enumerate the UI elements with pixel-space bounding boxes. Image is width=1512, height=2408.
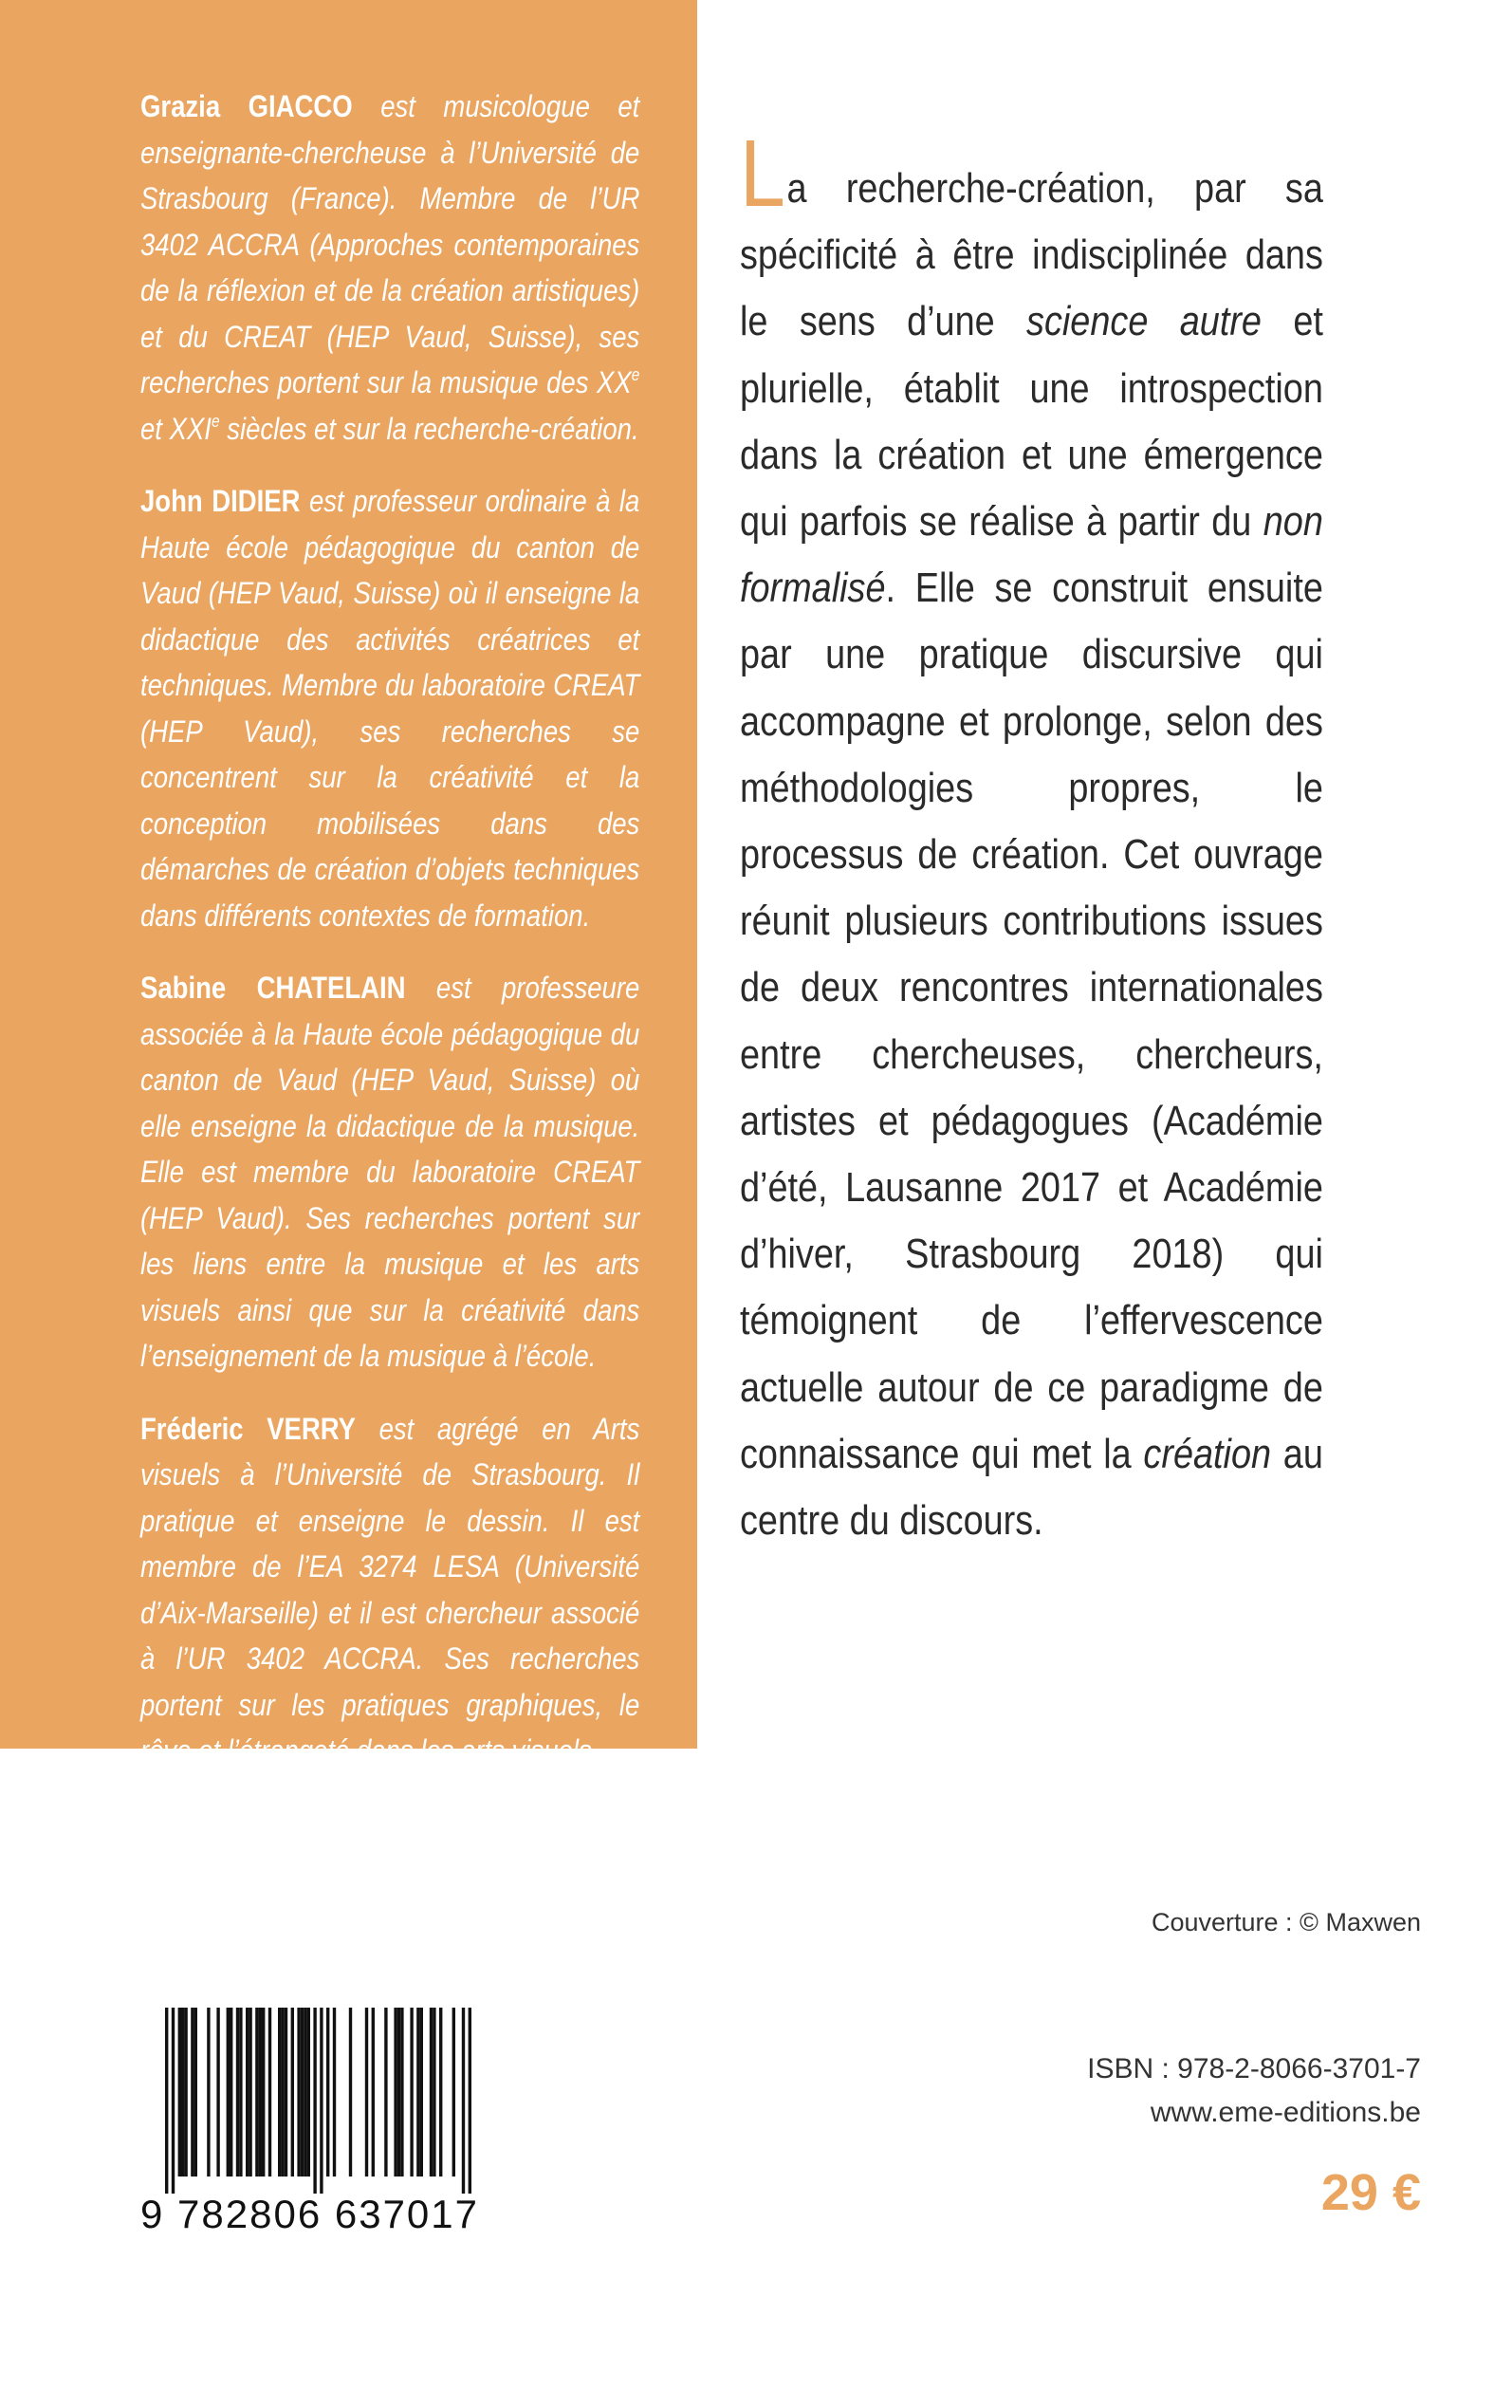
- barcode-bar: [165, 2008, 168, 2194]
- author-bio-verry: [140, 1406, 639, 1774]
- barcode-digits: 9 782806 637017: [140, 2192, 479, 2236]
- barcode-bar: [304, 2008, 306, 2176]
- barcode-bar: [384, 2008, 387, 2176]
- isbn-number: ISBN : 978-2-8066-3701-7: [1087, 2053, 1421, 2084]
- barcode-bar: [365, 2008, 368, 2176]
- superscript: e: [211, 411, 220, 431]
- author-bio-text: est professeure associée à la Haute école pédagogique du canton de Vaud (HEP Vaud, Suisse) où elle enseigne la didactique de la musique. Elle est membre du laboratoire CREAT (HEP Vaud). Ses recherches portent sur les liens entre la musique et les arts visuels ainsi que sur la créativité dans l’enseignement de la musique à l’école.: [140, 971, 640, 1373]
- barcode-bar: [181, 2008, 184, 2176]
- barcode-bar: [230, 2008, 232, 2176]
- barcode-bar: [433, 2008, 435, 2176]
- author-bio-text: est musicologue et enseignante-chercheuse à l’Université de Strasbourg (France). Membre de l’UR 3402 ACCRA (Approches contemporaines de la réflexion et de la création artistiques) et du CREAT (HEP Vaud, Suisse), ses recherches portent sur la musique des XX: [140, 89, 640, 399]
- barcode-bar: [372, 2008, 375, 2176]
- summary-emphasis: création: [1143, 1430, 1272, 1477]
- barcode-bar: [420, 2008, 423, 2176]
- barcode-bar: [259, 2008, 262, 2176]
- author-bio-text: est agrégé en Arts visuels à l’Université de Strasbourg. Il pratique et enseigne le dessin. Il est membre de l’EA 3274 LESA (Université d’Aix-Marseille) et il est chercheur associé à l’UR 3402 ACCRA. Ses recherches portent sur les pratiques graphiques, le rêve et l’étrangeté dans les arts visuels.: [140, 1411, 640, 1768]
- barcode-bar: [172, 2008, 175, 2194]
- barcode-bar: [349, 2008, 352, 2176]
- barcode-bar: [216, 2008, 219, 2176]
- barcode-bar: [191, 2008, 194, 2176]
- barcode-bar: [462, 2008, 465, 2194]
- barcode-bar: [416, 2008, 419, 2176]
- book-summary: [740, 120, 1323, 1554]
- author-bio-didier: [140, 478, 639, 938]
- barcode-bar: [194, 2008, 197, 2176]
- author-name: Grazia GIACCO: [140, 89, 353, 123]
- barcode-bar: [227, 2008, 230, 2176]
- price-tag: 29 €: [1320, 2164, 1421, 2221]
- barcode-bar: [307, 2008, 310, 2176]
- author-bio-giacco: [140, 83, 639, 452]
- barcode-bar: [469, 2008, 471, 2194]
- barcode-bar: [236, 2008, 239, 2176]
- barcode-bar: [301, 2008, 304, 2176]
- summary-text: et plurielle, établit une introspection dans la création et une émergence qui parfois se réalise à partir du: [740, 298, 1323, 546]
- author-bio-text: est professeur ordinaire à la Haute école pédagogique du canton de Vaud (HEP Vaud, Suisse) où il enseigne la didactique des activités créatrices et techniques. Membre du laboratoire CREAT (HEP Vaud), ses recherches se concentrent sur la créativité et la conception mobilisées dans des démarches de création d’objets techniques dans différents contextes de formation.: [140, 484, 640, 933]
- barcode-bar: [281, 2008, 284, 2176]
- barcode-bar: [285, 2008, 287, 2176]
- barcode-bar: [313, 2008, 316, 2194]
- barcode-bar: [246, 2008, 249, 2176]
- barcode-bar: [326, 2008, 329, 2176]
- author-bio-text: et XXI: [140, 411, 212, 446]
- barcode-bar: [400, 2008, 403, 2176]
- barcode-bar: [291, 2008, 294, 2176]
- barcode-bar: [439, 2008, 442, 2176]
- superscript: e: [631, 365, 640, 384]
- barcode-bar: [397, 2008, 400, 2176]
- barcode-bar: [410, 2008, 413, 2176]
- author-bio-panel: [0, 0, 697, 1768]
- barcode-bar: [184, 2008, 187, 2176]
- author-name: Sabine CHATELAIN: [140, 971, 406, 1005]
- barcode-bar: [249, 2008, 251, 2176]
- summary-text: au centre du discours.: [740, 1430, 1323, 1545]
- isbn-barcode: [140, 2008, 520, 2245]
- summary-emphasis: science autre: [1026, 298, 1262, 345]
- barcode-bar: [207, 2008, 210, 2176]
- publisher-website: www.eme-editions.be: [1150, 2097, 1421, 2128]
- summary-emphasis: non formalisé: [740, 498, 1323, 612]
- author-bio-chatelain: [140, 965, 639, 1380]
- barcode-bars: [140, 2008, 520, 2194]
- author-name: Fréderic VERRY: [140, 1411, 356, 1446]
- barcode-bar: [320, 2008, 323, 2194]
- barcode-bar: [394, 2008, 396, 2176]
- barcode-bar: [430, 2008, 433, 2176]
- barcode-bar: [452, 2008, 455, 2176]
- cover-credit: Couverture : © Maxwen: [1151, 1908, 1421, 1936]
- barcode-bar: [255, 2008, 258, 2176]
- barcode-bar: [278, 2008, 281, 2176]
- barcode-bar: [333, 2008, 336, 2176]
- author-name: John DIDIER: [140, 484, 301, 518]
- barcode-bar: [239, 2008, 242, 2176]
- summary-text: . Elle se construit ensuite par une pratique discursive qui accompagne et prolonge, selon des méthodologies propres, le processus de création. Cet ouvrage réunit plusieurs contributions issues de deux rencontres internationales entre chercheuses, chercheurs, artistes et pédagogues (Académie d’été, Lausanne 2017 et Académie d’hiver, Strasbourg 2018) qui témoignent de l’effervescence actuelle autour de ce paradigme de connaissance qui met la: [740, 565, 1323, 1477]
- dropcap-letter: L: [740, 120, 785, 227]
- barcode-bar: [262, 2008, 265, 2176]
- barcode-bar: [268, 2008, 271, 2176]
- author-bio-text: siècles et sur la recherche-création.: [219, 411, 639, 446]
- barcode-bar: [297, 2008, 300, 2176]
- summary-text: a recherche-création, par sa spécificité à être indisciplinée dans le sens d’une: [740, 165, 1323, 345]
- barcode-bar: [178, 2008, 181, 2176]
